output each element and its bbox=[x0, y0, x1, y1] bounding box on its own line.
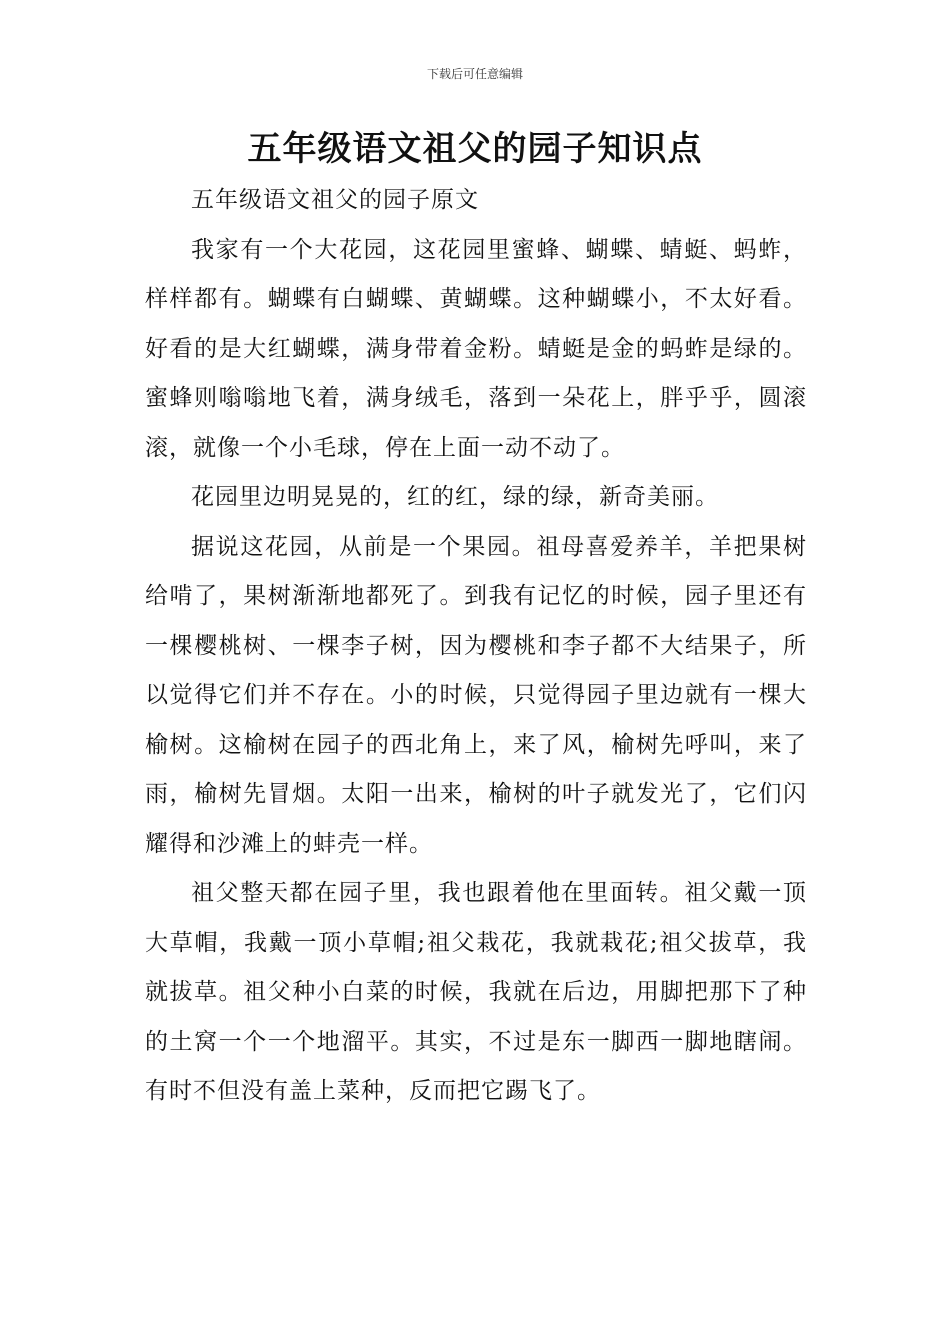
paragraph-garden-insects: 我家有一个大花园，这花园里蜜蜂、蝴蝶、蜻蜓、蚂蚱，样样都有。蝴蝶有白蝴蝶、黄蝴蝶。这种蝴蝶小，不太好看。好看的是大红蝴蝶，满身带着金粉。蜻蜓是金的蚂蚱是绿的。蜜蜂则嗡嗡地飞着，满身绒毛，落到一朵花上，胖乎乎，圆滚滚，就像一个小毛球，停在上面一动不动了。 bbox=[145, 236, 807, 461]
paragraph-garden-bright: 花园里边明晃晃的，红的红，绿的绿，新奇美丽。 bbox=[191, 484, 719, 510]
header-note: 下载后可任意编辑 bbox=[426, 67, 523, 81]
paragraph-grandfather: 祖父整天都在园子里，我也跟着他在里面转。祖父戴一顶大草帽，我戴一顶小草帽;祖父栽花，我就栽花;祖父拔草，我就拔草。祖父种小白菜的时候，我就在后边，用脚把那下了种的土窝一个一个地溜平。其实，不过是东一脚西一脚地瞎闹。有时不但没有盖上菜种，反而把它踢飞了。 bbox=[145, 880, 807, 1104]
document-title: 五年级语文祖父的园子知识点 bbox=[247, 129, 703, 169]
paragraph-subtitle: 五年级语文祖父的园子原文 bbox=[191, 187, 479, 213]
document-body bbox=[145, 176, 807, 1117]
paragraph-orchard-history: 据说这花园，从前是一个果园。祖母喜爱养羊，羊把果树给啃了，果树渐渐地都死了。到我有记忆的时候，园子里还有一棵樱桃树、一棵李子树，因为樱桃和李子都不大结果子，所以觉得它们并不存在。小的时候，只觉得园子里边就有一棵大榆树。这榆树在园子的西北角上，来了风，榆树先呼叫，来了雨，榆树先冒烟。太阳一出来，榆树的叶子就发光了，它们闪耀得和沙滩上的蚌壳一样。 bbox=[145, 533, 807, 857]
